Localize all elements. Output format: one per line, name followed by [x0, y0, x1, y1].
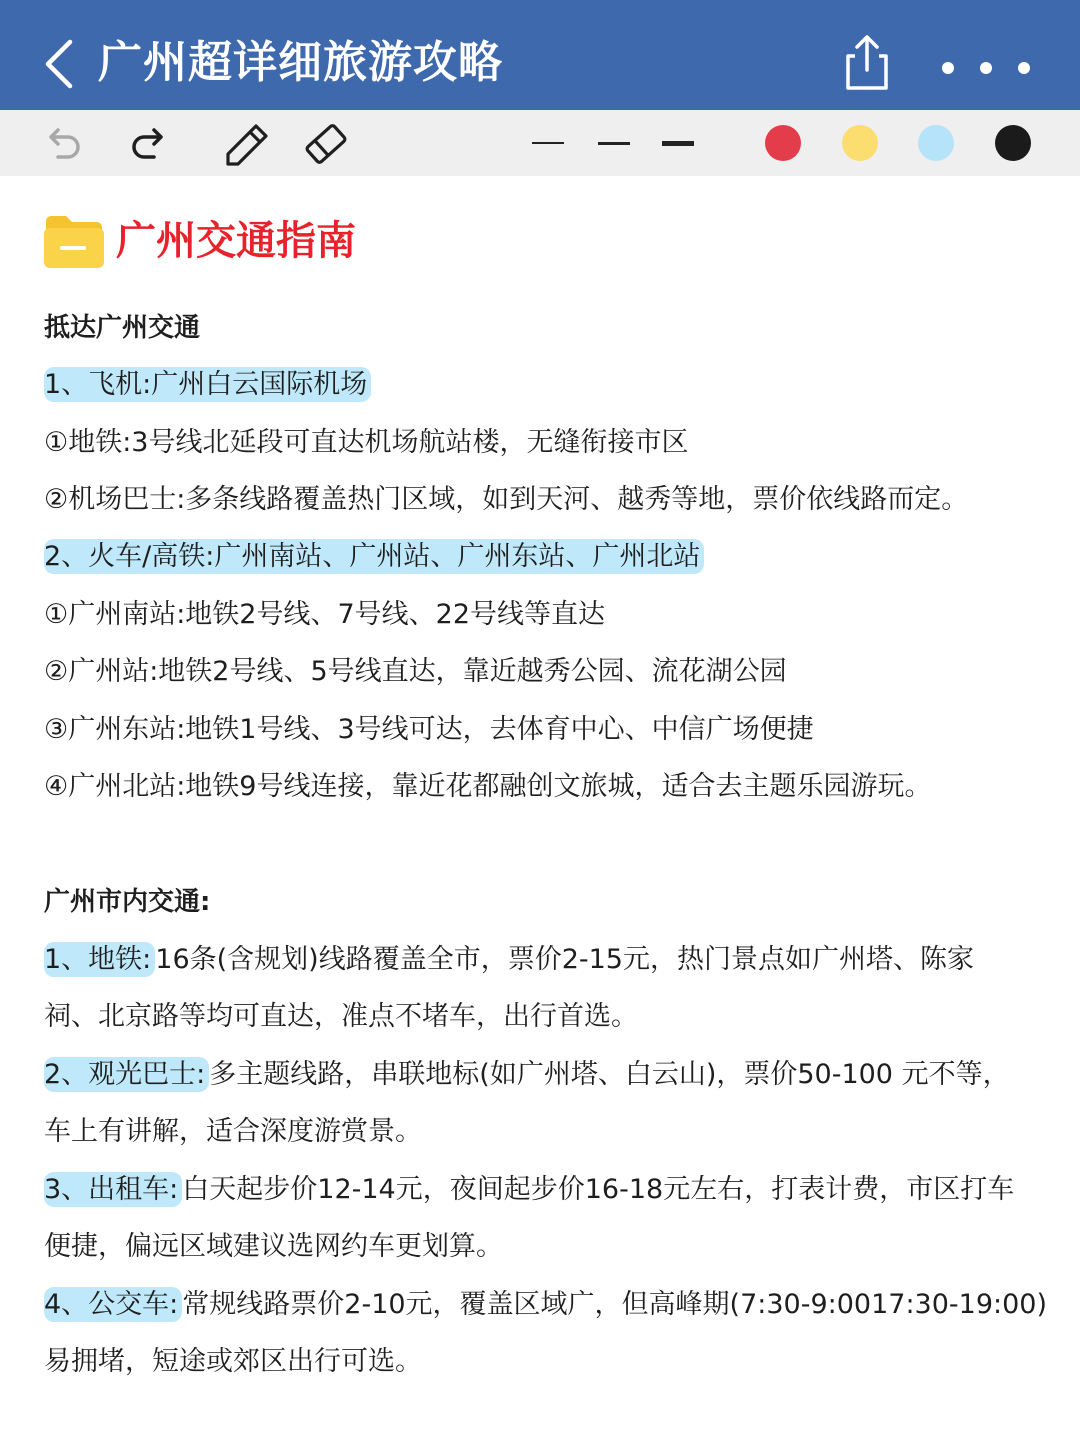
stroke-thin-button[interactable]	[526, 130, 570, 156]
arrival-heading: 抵达广州交通	[44, 313, 201, 343]
highlight-label: 3、出租车:	[44, 1172, 182, 1207]
arrival-item-1-line-2: ②机场巴士:多条线路覆盖热门区域，如到天河、越秀等地，票价依线路而定。	[44, 484, 969, 515]
undo-icon	[38, 122, 86, 166]
arrival-item-1-line-1: ①地铁:3号线北延段可直达机场航站楼，无缝衔接市区	[44, 427, 689, 458]
stroke-medium-button[interactable]	[592, 130, 636, 156]
city-taxi-line-2: 便捷，偏远区域建议选网约车更划算。	[44, 1231, 503, 1262]
stroke-thick-line	[662, 141, 694, 146]
stroke-thin-line	[532, 142, 564, 144]
note-content	[0, 176, 1080, 1440]
app-header	[0, 0, 1080, 110]
arrival-item-2	[44, 528, 1054, 585]
metro-text: 16条(含规划)线路覆盖全市，票价2-15元，热门景点如广州塔、陈家	[155, 944, 974, 975]
city-taxi-line-1	[44, 1161, 1054, 1218]
arrival-item-2-line-2: ②广州站:地铁2号线、5号线直达，靠近越秀公园、流花湖公园	[44, 656, 787, 687]
redo-button[interactable]	[124, 122, 172, 166]
city-heading: 广州市内交通:	[44, 887, 211, 917]
taxi-text: 白天起步价12-14元，夜间起步价16-18元左右，打表计费，市区打车	[182, 1174, 1015, 1205]
arrival-item-1	[44, 356, 1054, 413]
folder-icon	[42, 214, 104, 268]
eraser-button[interactable]	[302, 122, 350, 166]
highlight-label: 4、公交车:	[44, 1287, 182, 1322]
highlight-label: 2、火车/高铁:广州南站、广州站、广州东站、广州北站	[44, 539, 704, 574]
highlight-label: 1、飞机:广州白云国际机场	[44, 367, 371, 402]
color-swatch-red[interactable]	[765, 125, 801, 161]
more-dots-icon	[930, 52, 1042, 84]
undo-button[interactable]	[38, 122, 86, 166]
share-button[interactable]	[840, 32, 894, 92]
bus-text: 常规线路票价2-10元，覆盖区域广，但高峰期(7:30-9:0017:30-19:00)	[182, 1289, 1047, 1320]
highlight-label: 2、观光巴士:	[44, 1057, 209, 1092]
redo-icon	[124, 122, 172, 166]
city-metro-line-1	[44, 931, 1054, 988]
arrival-item-2-line-3: ③广州东站:地铁1号线、3号线可达，去体育中心、中信广场便捷	[44, 714, 814, 745]
arrival-item-2-line-1: ①广州南站:地铁2号线、7号线、22号线等直达	[44, 599, 606, 630]
city-tour-bus-line-2: 车上有讲解，适合深度游赏景。	[44, 1116, 422, 1147]
more-options-button[interactable]	[930, 52, 1042, 84]
arrival-item-2-line-4: ④广州北站:地铁9号线连接，靠近花都融创文旅城，适合去主题乐园游玩。	[44, 771, 932, 802]
city-tour-bus-line-1	[44, 1046, 1054, 1103]
page-title: 广州超详细旅游攻略	[98, 37, 503, 88]
share-icon	[840, 32, 894, 92]
chevron-left-icon	[38, 36, 84, 92]
section-title: 广州交通指南	[116, 218, 356, 264]
city-bus-line-2: 易拥堵，短途或郊区出行可选。	[44, 1346, 422, 1377]
pencil-icon	[222, 122, 270, 166]
city-bus-line-1	[44, 1276, 1054, 1333]
color-swatch-black[interactable]	[995, 125, 1031, 161]
tour-bus-text: 多主题线路，串联地标(如广州塔、白云山)，票价50-100 元不等，	[209, 1059, 1010, 1090]
city-metro-line-2: 祠、北京路等均可直达，准点不堵车，出行首选。	[44, 1001, 638, 1032]
eraser-icon	[302, 122, 350, 166]
highlight-label: 1、地铁:	[44, 942, 155, 977]
color-swatch-yellow[interactable]	[842, 125, 878, 161]
color-swatch-light-blue[interactable]	[918, 125, 954, 161]
stroke-thick-button[interactable]	[656, 130, 700, 156]
back-button[interactable]	[38, 36, 84, 92]
stroke-medium-line	[598, 142, 630, 145]
pencil-button[interactable]	[222, 122, 270, 166]
